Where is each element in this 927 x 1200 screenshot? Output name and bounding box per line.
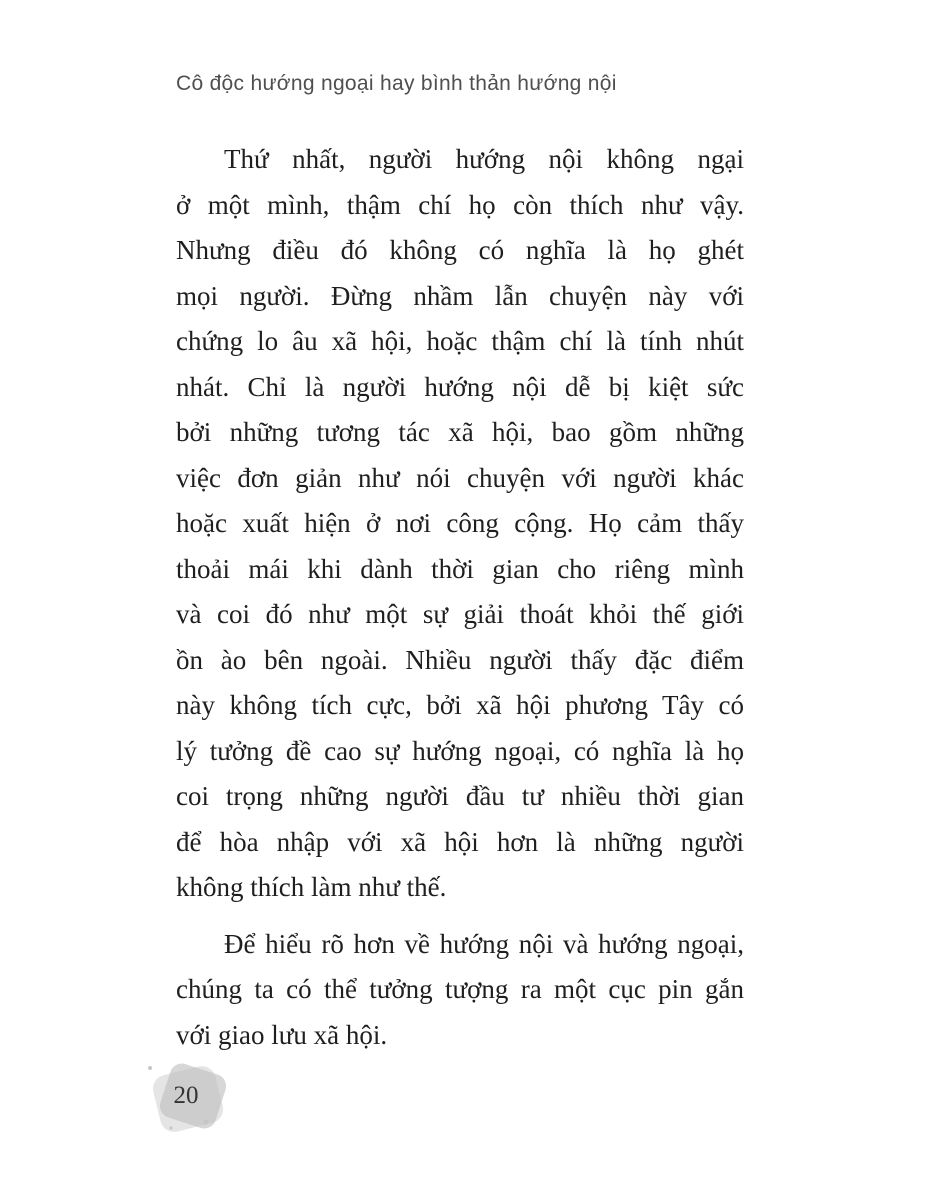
paragraph — [176, 137, 744, 911]
running-head: Cô độc hướng ngoại hay bình thản hướng nội — [176, 72, 617, 95]
text-line: ồn ào bên ngoài. Nhiều người thấy đặc điểm — [176, 644, 744, 675]
text-line: Thứ nhất, người hướng nội không ngại — [224, 144, 744, 174]
page-number-badge — [138, 1056, 250, 1160]
text-line: để hòa nhập với xã hội hơn là những người — [176, 826, 744, 857]
page-number: 20 — [173, 1082, 199, 1109]
text-line: chúng ta có thể tưởng tượng ra một cục pin gắn — [176, 974, 744, 1004]
text-line: nhát. Chỉ là người hướng nội dễ bị kiệt sức — [176, 371, 744, 402]
text-line: việc đơn giản như nói chuyện với người khác — [176, 462, 744, 493]
paragraph — [176, 922, 744, 1059]
text-line: với giao lưu xã hội. — [176, 1019, 388, 1050]
text-line: và coi đó như một sự giải thoát khỏi thế giới — [176, 599, 744, 629]
text-line: chứng lo âu xã hội, hoặc thậm chí là tính nhút — [176, 326, 744, 356]
text-line: hoặc xuất hiện ở nơi công cộng. Họ cảm thấy — [176, 508, 744, 538]
text-line: này không tích cực, bởi xã hội phương Tây có — [176, 690, 744, 720]
text-line: Để hiểu rõ hơn về hướng nội và hướng ngoại, — [224, 928, 744, 959]
text-line: ở một mình, thậm chí họ còn thích như vậy. — [176, 189, 744, 220]
text-line: coi trọng những người đầu tư nhiều thời gian — [176, 781, 744, 811]
text-line: thoải mái khi dành thời gian cho riêng mình — [176, 553, 744, 584]
text-line: không thích làm như thế. — [176, 872, 447, 902]
body-text — [176, 137, 744, 1058]
text-line: lý tưởng đề cao sự hướng ngoại, có nghĩa là họ — [176, 735, 744, 766]
text-line: Nhưng điều đó không có nghĩa là họ ghét — [176, 235, 744, 265]
text-line: bởi những tương tác xã hội, bao gồm những — [176, 417, 744, 447]
text-line: mọi người. Đừng nhầm lẫn chuyện này với — [176, 280, 744, 311]
